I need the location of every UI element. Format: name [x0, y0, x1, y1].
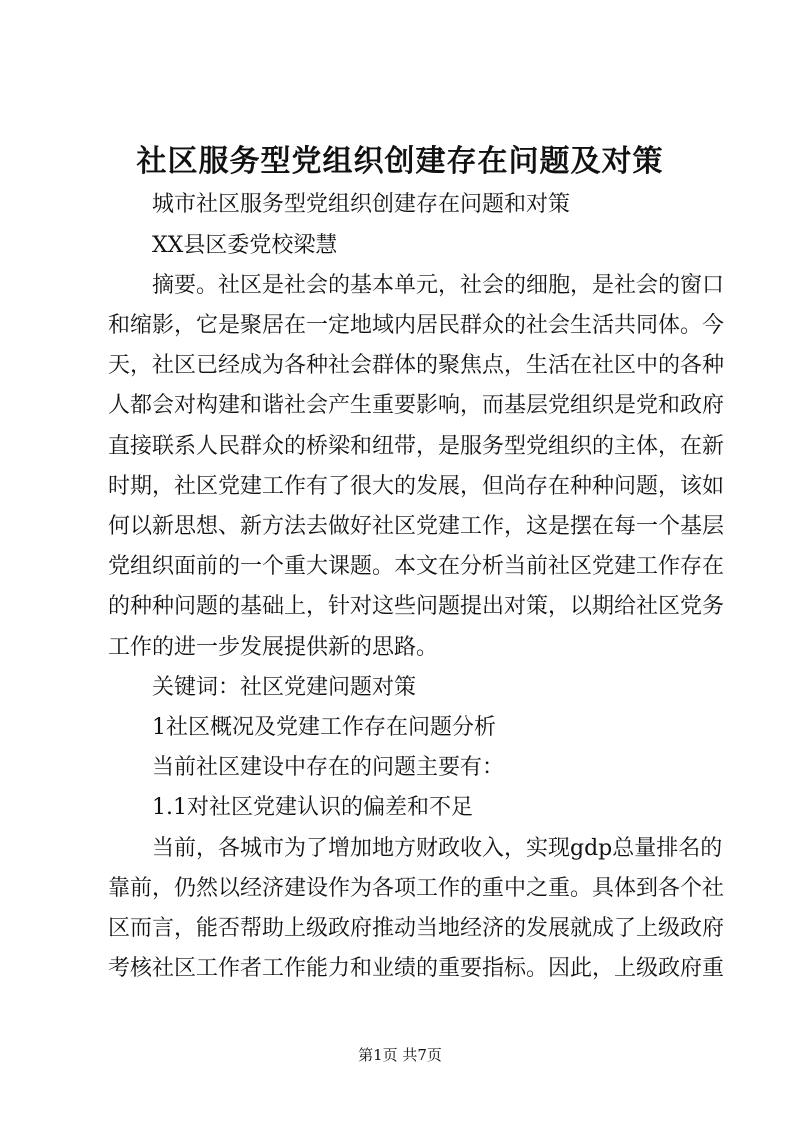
- abstract-line: 人都会对构建和谐社会产生重要影响，而基层党组织是党和政府: [108, 393, 725, 418]
- abstract-line: 工作的进一步发展提供新的思路。: [108, 635, 439, 660]
- subtitle: 城市社区服务型党组织创建存在问题和对策: [152, 192, 571, 217]
- abstract-line: 的种种问题的基础上，针对这些问题提出对策，以期给社区党务: [108, 594, 725, 619]
- abstract-line: 党组织面前的一个重大课题。本文在分析当前社区党建工作存在: [108, 554, 725, 579]
- author-line: XX县区委党校梁慧: [152, 233, 338, 258]
- abstract-line: 时期，社区党建工作有了很大的发展，但尚存在种种问题，该如: [108, 474, 725, 499]
- keywords-line: 关键词：社区党建问题对策: [152, 675, 417, 700]
- section-heading: 1社区概况及党建工作存在问题分析: [152, 715, 496, 740]
- abstract-line: 直接联系人民群众的桥梁和纽带，是服务型党组织的主体，在新: [108, 434, 725, 459]
- page-footer: 第1页 共7页: [358, 1046, 442, 1064]
- paragraph-line: 当前社区建设中存在的问题主要有：: [152, 755, 505, 780]
- abstract-line: 和缩影，它是聚居在一定地域内居民群众的社会生活共同体。今: [108, 313, 725, 338]
- document-title: 社区服务型党组织创建存在问题及对策: [136, 144, 664, 179]
- abstract-line: 摘要。社区是社会的基本单元，社会的细胞，是社会的窗口: [152, 273, 725, 298]
- body-line: 靠前，仍然以经济建设作为各项工作的重中之重。具体到各个社: [108, 876, 725, 901]
- abstract-line: 天，社区已经成为各种社会群体的聚焦点，生活在社区中的各种: [108, 353, 725, 378]
- body-line: 区而言，能否帮助上级政府推动当地经济的发展就成了上级政府: [108, 916, 725, 941]
- body-line: 当前，各城市为了增加地方财政收入，实现gdp总量排名的: [152, 836, 723, 861]
- body-line: 考核社区工作者工作能力和业绩的重要指标。因此，上级政府重: [108, 956, 725, 981]
- subsection-heading: 1.1对社区党建认识的偏差和不足: [152, 795, 473, 820]
- abstract-line: 何以新思想、新方法去做好社区党建工作，这是摆在每一个基层: [108, 514, 725, 539]
